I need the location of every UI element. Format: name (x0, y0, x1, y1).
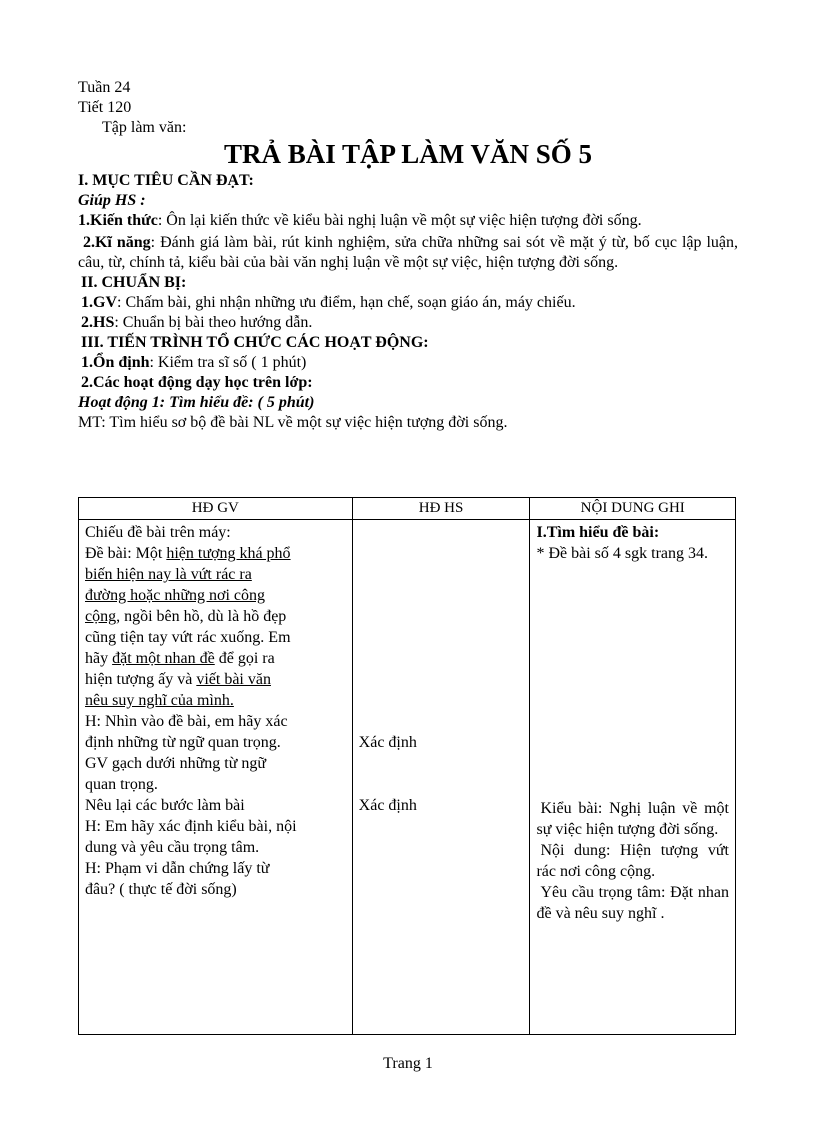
objective-text: MT: Tìm hiểu sơ bộ đề bài NL về một sự việc hiện tượng đời sống. (78, 414, 508, 431)
hs-spacer (359, 753, 524, 795)
hs-cell (352, 520, 530, 1035)
gv-text: hãy (85, 650, 113, 667)
gv-cell (79, 520, 353, 1035)
gv-underlined: nêu suy nghĩ của mình. (85, 692, 234, 709)
hs-text: : Chuẩn bị bài theo hướng dẫn. (114, 314, 313, 331)
lesson-table (78, 497, 736, 1035)
gv-line (85, 564, 346, 585)
gv-line: H: Phạm vi dẫn chứng lấy từ (85, 860, 270, 877)
knowledge-text: : Ôn lại kiến thức về kiểu bài nghị luận về một sự việc hiện tượng đời sống. (157, 212, 642, 229)
header-hd-gv: HĐ GV (79, 498, 353, 520)
gv-underlined: cộng (85, 608, 117, 625)
gv-paragraph (78, 293, 738, 313)
gv-line (85, 690, 346, 711)
nd-focus: Yêu cầu trọng tâm: Đặt nhan đề và nêu suy nghĩ . (536, 884, 729, 922)
hs-spacer (359, 522, 524, 732)
gv-line (85, 669, 346, 690)
gv-text: hiện tượng ấy và (85, 671, 197, 688)
hs-label: 2.HS (81, 314, 115, 331)
nd-content: Nội dung: Hiện tượng vứt rác nơi công cộng. (536, 842, 729, 880)
gv-underlined: hiện tượng khá phổ (166, 545, 291, 562)
gv-line (85, 606, 346, 627)
hs-paragraph (78, 313, 738, 333)
nd-spacer (536, 564, 729, 798)
activity1-heading: Hoạt động 1: Tìm hiểu đề: ( 5 phút) (78, 394, 315, 411)
page-title: TRẢ BÀI TẬP LÀM VĂN SỐ 5 (223, 139, 593, 169)
skill-label: 2.Kĩ năng (82, 234, 151, 251)
gv-line: Nêu lại các bước làm bài (85, 797, 245, 814)
skill-text: : Đánh giá làm bài, rút kinh nghiệm, sửa chữa những sai sót về mặt ý từ, bố cục lập luận, câu, từ, chính tả, kiểu bài của bài văn nghị luận về một sự việc, hiện tượng đời sống. (78, 234, 739, 271)
nd-ref: * Đề bài số 4 sgk trang 34. (536, 545, 708, 562)
hs-line: Xác định (358, 734, 417, 751)
nd-cell (530, 520, 736, 1035)
gv-line: dung và yêu cầu trọng tâm. (85, 839, 260, 856)
gv-line: đâu? ( thực tế đời sống) (85, 881, 237, 898)
section2-heading: II. CHUẨN BỊ: (81, 274, 187, 291)
gv-label: 1.GV (81, 294, 117, 311)
gv-text: Đề bài: Một (85, 545, 167, 562)
gv-line: Chiếu đề bài trên máy: (85, 524, 231, 541)
gv-line: quan trọng. (85, 776, 158, 793)
gv-line: H: Nhìn vào đề bài, em hãy xác (85, 713, 288, 730)
gv-text: , ngồi bên hồ, dù là hồ đẹp (116, 608, 287, 625)
gv-line: GV gạch dưới những từ ngữ (85, 755, 267, 772)
gv-underlined: đường hoặc những nơi công (85, 587, 266, 604)
skill-paragraph (78, 233, 738, 273)
gv-text: : Chấm bài, ghi nhận những ưu điểm, hạn chế, soạn giáo án, máy chiếu. (117, 294, 576, 311)
section1-heading: I. MỤC TIÊU CẦN ĐẠT: (78, 172, 254, 189)
week-label: Tuần 24 (78, 79, 131, 96)
document-page (78, 78, 738, 433)
header-hd-hs: HĐ HS (352, 498, 530, 520)
help-label: Giúp HS : (78, 192, 146, 209)
activities-label: 2.Các hoạt động dạy học trên lớp: (81, 374, 313, 391)
stable-paragraph (78, 353, 738, 373)
hs-line: Xác định (358, 797, 417, 814)
gv-line: H: Em hãy xác định kiểu bài, nội (85, 818, 297, 835)
stable-text: : Kiểm tra sĩ số ( 1 phút) (149, 354, 307, 371)
lesson-label: Tiết 120 (78, 99, 132, 116)
page-number: Trang 1 (383, 1055, 433, 1072)
table-header-row (79, 498, 736, 520)
header-noi-dung: NỘI DUNG GHI (530, 498, 736, 520)
stable-label: 1.Ổn định (81, 354, 150, 371)
table-row (79, 520, 736, 1035)
knowledge-paragraph (78, 211, 738, 231)
gv-line (85, 648, 346, 669)
subject-label: Tập làm văn: (102, 119, 187, 136)
nd-type: Kiểu bài: Nghị luận về một sự việc hiện tượng đời sống. (536, 800, 729, 838)
knowledge-label: 1.Kiến thức (78, 212, 158, 229)
gv-underlined: đặt một nhan đề (112, 650, 215, 667)
gv-line (85, 543, 346, 564)
section3-heading: III. TIẾN TRÌNH TỔ CHỨC CÁC HOẠT ĐỘNG: (81, 334, 429, 351)
gv-line: định những từ ngữ quan trọng. (85, 734, 281, 751)
gv-text: để gọi ra (214, 650, 275, 667)
gv-line: cũng tiện tay vứt rác xuống. Em (85, 629, 291, 646)
gv-underlined: viết bài văn (196, 671, 271, 688)
nd-heading: I.Tìm hiểu đề bài: (536, 524, 660, 541)
gv-underlined: biến hiện nay là vứt rác ra (85, 566, 252, 583)
gv-line (85, 585, 346, 606)
